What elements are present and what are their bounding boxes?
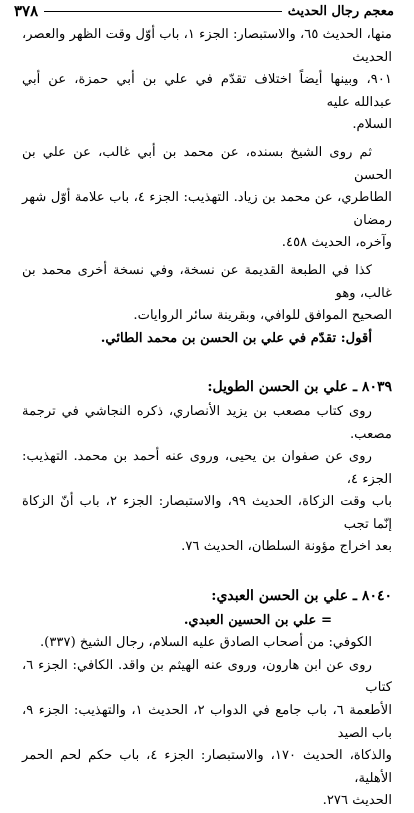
text-line: باب وقت الزكاة، الحديث ٩٩، والاستبصار: الجزء ٢، باب أنّ الزكاة إنّما تجب [22,494,392,532]
text-line: روى عن صفوان بن يحيى، وروى عنه أحمد بن محمد. التهذيب: الجزء ٤، [22,449,392,487]
text-line: الكوفي: من أصحاب الصادق عليه السلام، رجال الشيخ (٣٣٧). [39,635,372,651]
text-line: والذكاة، الحديث ١٧٠، والاستبصار: الجزء ٤، باب حكم لحم الحمر الأهلية، [22,748,392,786]
cross-reference: = علي بن الحسين العبدي. [183,612,332,628]
text-line: روى كتاب مصعب بن يزيد الأنصاري، ذكره النجاشي في ترجمة مصعب. [22,403,392,442]
note-line: أقول: تقدّم في علي بن الحسن بن محمد الطائي. [100,330,372,346]
text-line: روى عن ابن هارون، وروى عنه الهيثم بن واقد. الكافي: الجزء ٦، كتاب [22,657,392,696]
text-line: بعد اخراج مؤونة السلطان، الحديث ٧٦. [181,539,392,555]
header-rule [44,11,282,12]
text-line: ٩٠١، وبينها أيضاً اختلاف تقدّم في علي بن أبي حمزة، عن أبي عبدالله عليه [22,72,392,110]
text-line: الطاطري، عن محمد بن زياد. التهذيب: الجزء ٤، باب علامة أوّل شهر رمضان [22,190,392,228]
entry-heading: ٨٠٣٩ ـ علي بن الحسن الطويل: [207,379,392,396]
text-line: الأطعمة ٦، باب جامع في الدواب ٢، الحديث ١، والتهذيب: الجزء ٩، باب الصيد [22,703,392,741]
running-title: معجم رجال الحديث [287,3,394,19]
page-header [14,2,394,20]
text-line: وآخره، الحديث ٤٥٨. [281,235,392,251]
page-body [22,24,392,813]
text-line: منها، الحديث ٦٥، والاستبصار: الجزء ١، باب أوّل وقت الظهر والعصر، الحديث [22,27,392,65]
text-line: السلام. [352,117,392,133]
text-line: ثم روى الشيخ بسنده، عن محمد بن أبي غالب، عن علي بن الحسن [22,144,392,183]
text-line: الصحيح الموافق للوافي، وبقرينة سائر الروايات. [133,308,392,324]
entry-heading: ٨٠٤٠ ـ علي بن الحسن العبدي: [211,588,392,605]
text-line: الحديث ٢٧٦. [322,793,392,809]
page-number: ٣٧٨ [14,2,39,20]
text-line: كذا في الطبعة القديمة عن نسخة، وفي نسخة أخرى محمد بن غالب، وهو [22,262,392,301]
